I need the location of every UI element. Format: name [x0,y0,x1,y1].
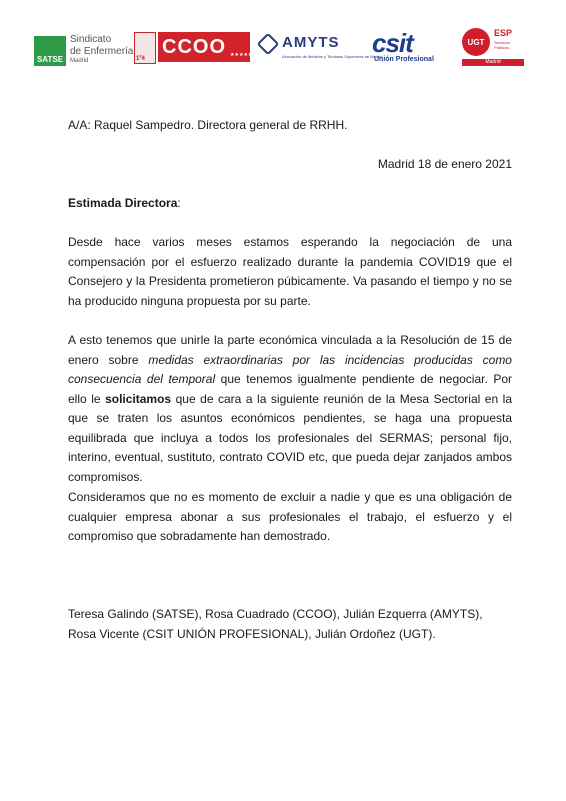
csit-logo-word: csit [372,28,413,58]
satse-logo-line2: de Enfermería [70,46,134,57]
ugt-logo-sub: Servicios Públicos [494,40,511,50]
greeting-text: Estimada Directora [68,196,178,210]
csit-logo-sub: Unión Profesional [374,56,434,63]
paragraph-2-bold: solicitamos [105,391,172,406]
paragraph-1: Desde hace varios meses estamos esperando la negociación de una compensación por el esfuerzo realizado durante la pandemia COVID19 que el Consejero y la Presidenta prometieron púbicamente. Va pasando el tiempo y no se ha producido ninguna propuesta por su parte. [68,235,512,308]
ccoo-flag-number: 1º4 [136,56,145,62]
paragraph-2-part-c: que de cara a la siguiente reunión de la Mesa Sectorial en la que se traten los asuntos económicos pendientes, se haga una propuesta equilibrada que incluya a todos los profesionales del SERMAS; personal fijo, interino, eventual, sustituto, contrato COVID etc, que pueda dejar zanjados ambos compromisos. [68,391,513,484]
paragraph-2-italic: medidas extraordinarias por las incidencias producidas como consecuencia del temporal [68,352,512,386]
addressee: A/A: Raquel Sampedro. Directora general de RRHH. [68,118,348,132]
ugt-logo-mark: UGT [462,28,490,56]
satse-logo-line3: Madrid [70,58,89,64]
satse-logo-mark: SATSE [34,36,66,66]
satse-logo [34,22,134,70]
ugt-logo [462,22,526,70]
amyts-logo-word: AMYTS [282,34,340,51]
logo-bar [34,22,534,70]
ccoo-flag-icon [134,32,156,64]
letter-date: Madrid 18 de enero 2021 [377,157,512,171]
paragraph-3: Consideramos que no es momento de excluir a nadie y que es una obligación de cualquier empresa abonar a sus profesionales el trabajo, el esfuerzo y el compromiso que sobradamente han demostrado. [68,490,512,543]
csit-logo [372,22,432,70]
paragraph-2-part-a: A esto tenemos que unirle la parte económica vinculada a la Resolución de 15 de enero sobre [68,333,512,367]
satse-logo-line1: Sindicato [70,34,112,45]
paragraph-2-part-b: que tenemos igualmente pendiente de negociar. Por ello le [68,372,512,406]
amyts-logo [260,22,383,70]
ccoo-logo [134,22,252,70]
star-icon: ★★★★★ [230,52,253,58]
amyts-logo-sub: Asociación de Médicos y Titulados Superiores de Madrid [282,54,383,59]
ccoo-logo-word: CCOO [158,32,250,62]
paragraph-2 [68,331,512,487]
amyts-mark-icon [257,33,280,56]
greeting [68,194,512,214]
ugt-logo-esp: ESP [494,28,513,38]
greeting-colon: : [177,196,181,210]
ugt-logo-bar: Madrid [462,59,524,66]
signatures: Teresa Galindo (SATSE), Rosa Cuadrado (CCOO), Julián Ezquerra (AMYTS), Rosa Vicente (CSIT UNIÓN PROFESIONAL), Julián Ordoñez (UGT). [68,607,483,641]
